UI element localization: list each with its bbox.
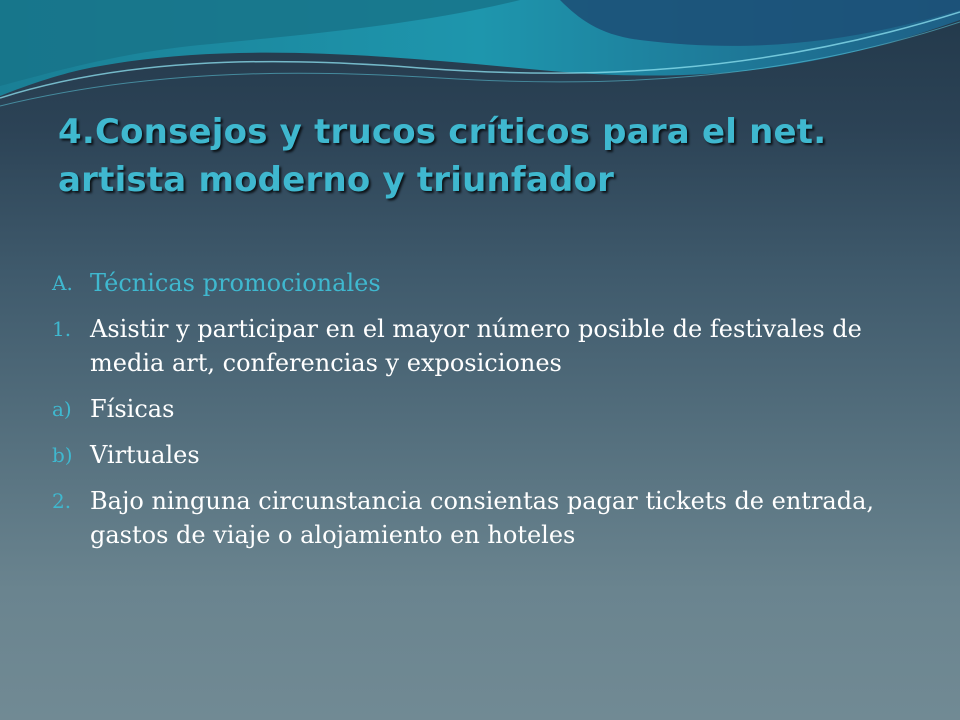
list-marker: a) [52,397,72,421]
list-marker: A. [52,271,73,295]
slide-title-line-1: 4.Consejos y trucos críticos para el net. [58,112,827,152]
list-item-b [52,438,912,472]
list-item-2 [52,484,912,552]
list-marker: 1. [52,317,72,341]
slide-title-line-2: artista moderno y triunfador [58,160,615,200]
list-item-text: Técnicas promocionales [90,269,381,297]
list-item-1 [52,312,912,380]
list-item-text: Físicas [90,395,175,423]
list-item-text: Asistir y participar en el mayor número posible de festivales de media art, conferencias y exposiciones [90,315,862,377]
list-marker: 2. [52,489,72,513]
list-item-section-a [52,266,912,300]
list-item-text: Virtuales [90,441,200,469]
list-item-a [52,392,912,426]
list-marker: b) [52,443,73,467]
slide-title [58,108,918,204]
list-item-text: Bajo ninguna circunstancia consientas pagar tickets de entrada, gastos de viaje o alojamiento en hoteles [90,487,875,549]
slide-content [52,266,912,564]
